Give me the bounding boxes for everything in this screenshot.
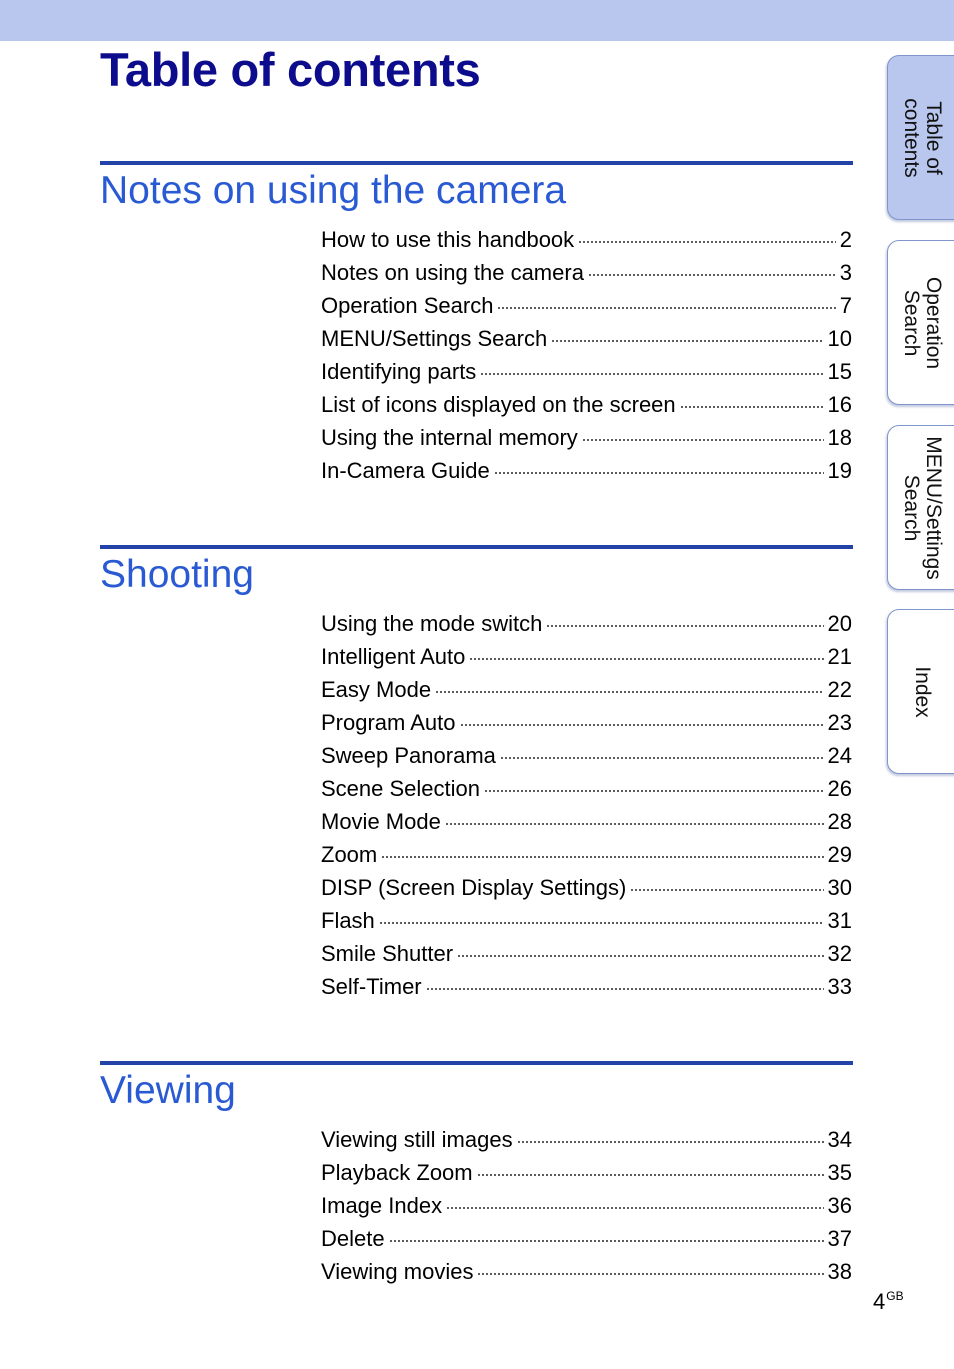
toc-entry-title: Playback Zoom <box>321 1160 473 1185</box>
page-number-suffix: GB <box>886 1289 904 1303</box>
dot-leader <box>494 472 824 474</box>
dot-leader <box>389 1240 824 1242</box>
toc-entry-page: 31 <box>827 908 852 933</box>
dot-leader <box>435 691 823 693</box>
toc-entry[interactable] <box>321 640 852 673</box>
toc-entry[interactable] <box>321 805 852 838</box>
toc-entry[interactable] <box>321 322 852 355</box>
section-rule <box>100 545 853 549</box>
dot-leader <box>460 724 824 726</box>
toc-list <box>321 223 852 487</box>
dot-leader <box>477 1273 823 1275</box>
toc-entry-title: List of icons displayed on the screen <box>321 392 676 417</box>
toc-entry-title: Movie Mode <box>321 809 441 834</box>
toc-entry-page: 16 <box>827 392 852 417</box>
toc-entry-page: 26 <box>827 776 852 801</box>
dot-leader <box>480 373 823 375</box>
dot-leader <box>379 922 824 924</box>
toc-entry[interactable] <box>321 289 852 322</box>
toc-entry[interactable] <box>321 1189 852 1222</box>
dot-leader <box>469 658 823 660</box>
toc-entry-title: Using the internal memory <box>321 425 578 450</box>
toc-entry-page: 35 <box>827 1160 852 1185</box>
toc-entry[interactable] <box>321 706 852 739</box>
toc-entry-page: 20 <box>827 611 852 636</box>
section-notes <box>100 161 853 483</box>
toc-entry-title: Intelligent Auto <box>321 644 466 669</box>
dot-leader <box>446 1207 823 1209</box>
toc-entry-title: Flash <box>321 908 375 933</box>
toc-entry-page: 7 <box>839 293 852 318</box>
toc-entry-page: 30 <box>827 875 852 900</box>
toc-entry-title: Notes on using the camera <box>321 260 584 285</box>
section-heading: Viewing <box>100 1069 236 1112</box>
toc-entry[interactable] <box>321 1156 852 1189</box>
dot-leader <box>381 856 823 858</box>
toc-entry[interactable] <box>321 388 852 421</box>
dot-leader <box>588 274 836 276</box>
toc-list <box>321 1123 852 1288</box>
toc-entry[interactable] <box>321 1255 852 1288</box>
section-heading: Shooting <box>100 553 254 596</box>
toc-entry[interactable] <box>321 871 852 904</box>
toc-entry-page: 18 <box>827 425 852 450</box>
toc-entry-title: Program Auto <box>321 710 456 735</box>
toc-entry[interactable] <box>321 904 852 937</box>
toc-entry[interactable] <box>321 1123 852 1156</box>
toc-entry-title: Identifying parts <box>321 359 477 384</box>
toc-entry[interactable] <box>321 970 852 1003</box>
dot-leader <box>477 1174 824 1176</box>
toc-entry[interactable] <box>321 421 852 454</box>
dot-leader <box>582 439 824 441</box>
toc-entry-page: 2 <box>839 227 852 252</box>
dot-leader <box>484 790 824 792</box>
tab-label: Operation Search <box>900 276 945 369</box>
tab-operation-search[interactable] <box>887 240 954 405</box>
toc-entry[interactable] <box>321 772 852 805</box>
toc-entry-page: 23 <box>827 710 852 735</box>
tab-label: Index <box>911 665 934 718</box>
toc-entry[interactable] <box>321 739 852 772</box>
toc-entry-title: Zoom <box>321 842 378 867</box>
dot-leader <box>680 406 824 408</box>
toc-entry-page: 38 <box>827 1259 852 1284</box>
toc-entry-title: How to use this handbook <box>321 227 575 252</box>
dot-leader <box>578 241 836 243</box>
toc-entry-page: 36 <box>827 1193 852 1218</box>
toc-entry-title: DISP (Screen Display Settings) <box>321 875 627 900</box>
toc-entry-page: 32 <box>827 941 852 966</box>
toc-entry-title: Viewing movies <box>321 1259 474 1284</box>
toc-entry-title: Delete <box>321 1226 385 1251</box>
toc-entry[interactable] <box>321 838 852 871</box>
toc-entry[interactable] <box>321 1222 852 1255</box>
toc-entry-page: 33 <box>827 974 852 999</box>
tab-label: Table of contents <box>900 97 945 178</box>
toc-entry-title: Using the mode switch <box>321 611 543 636</box>
toc-entry[interactable] <box>321 607 852 640</box>
page-title: Table of contents <box>100 43 481 96</box>
toc-entry-page: 3 <box>839 260 852 285</box>
section-shooting <box>100 545 853 999</box>
dot-leader <box>457 955 823 957</box>
toc-entry-page: 24 <box>827 743 852 768</box>
toc-entry-title: Self-Timer <box>321 974 422 999</box>
dot-leader <box>500 757 824 759</box>
tab-menu-settings-search[interactable] <box>887 425 954 590</box>
toc-entry-title: Image Index <box>321 1193 443 1218</box>
section-rule <box>100 161 853 165</box>
toc-entry[interactable] <box>321 937 852 970</box>
toc-entry-title: In-Camera Guide <box>321 458 490 483</box>
section-rule <box>100 1061 853 1065</box>
toc-entry-title: MENU/Settings Search <box>321 326 548 351</box>
tab-index[interactable] <box>887 609 954 774</box>
toc-entry[interactable] <box>321 256 852 289</box>
dot-leader <box>426 988 824 990</box>
toc-entry[interactable] <box>321 454 852 487</box>
toc-list <box>321 607 852 1003</box>
toc-entry-page: 15 <box>827 359 852 384</box>
toc-entry-page: 37 <box>827 1226 852 1251</box>
dot-leader <box>630 889 823 891</box>
dot-leader <box>445 823 824 825</box>
toc-entry-page: 29 <box>827 842 852 867</box>
toc-entry-title: Operation Search <box>321 293 494 318</box>
toc-entry-page: 10 <box>827 326 852 351</box>
toc-entry-title: Smile Shutter <box>321 941 454 966</box>
toc-entry-title: Scene Selection <box>321 776 480 801</box>
dot-leader <box>546 625 823 627</box>
page-number-value: 4 <box>873 1289 886 1314</box>
toc-entry-title: Viewing still images <box>321 1127 513 1152</box>
toc-entry[interactable] <box>321 673 852 706</box>
toc-entry-page: 22 <box>827 677 852 702</box>
section-heading: Notes on using the camera <box>100 169 567 212</box>
toc-entry-page: 19 <box>827 458 852 483</box>
dot-leader <box>517 1141 824 1143</box>
tab-table-of-contents[interactable] <box>887 55 954 220</box>
section-viewing <box>100 1061 853 1284</box>
toc-entry[interactable] <box>321 355 852 388</box>
toc-entry[interactable] <box>321 223 852 256</box>
header-band <box>0 0 954 41</box>
toc-entry-page: 34 <box>827 1127 852 1152</box>
toc-entry-title: Easy Mode <box>321 677 432 702</box>
toc-entry-page: 21 <box>827 644 852 669</box>
toc-entry-title: Sweep Panorama <box>321 743 496 768</box>
toc-entry-page: 28 <box>827 809 852 834</box>
dot-leader <box>497 307 835 309</box>
tab-label: MENU/Settings Search <box>900 435 945 580</box>
dot-leader <box>551 340 823 342</box>
page-number <box>873 1289 904 1315</box>
